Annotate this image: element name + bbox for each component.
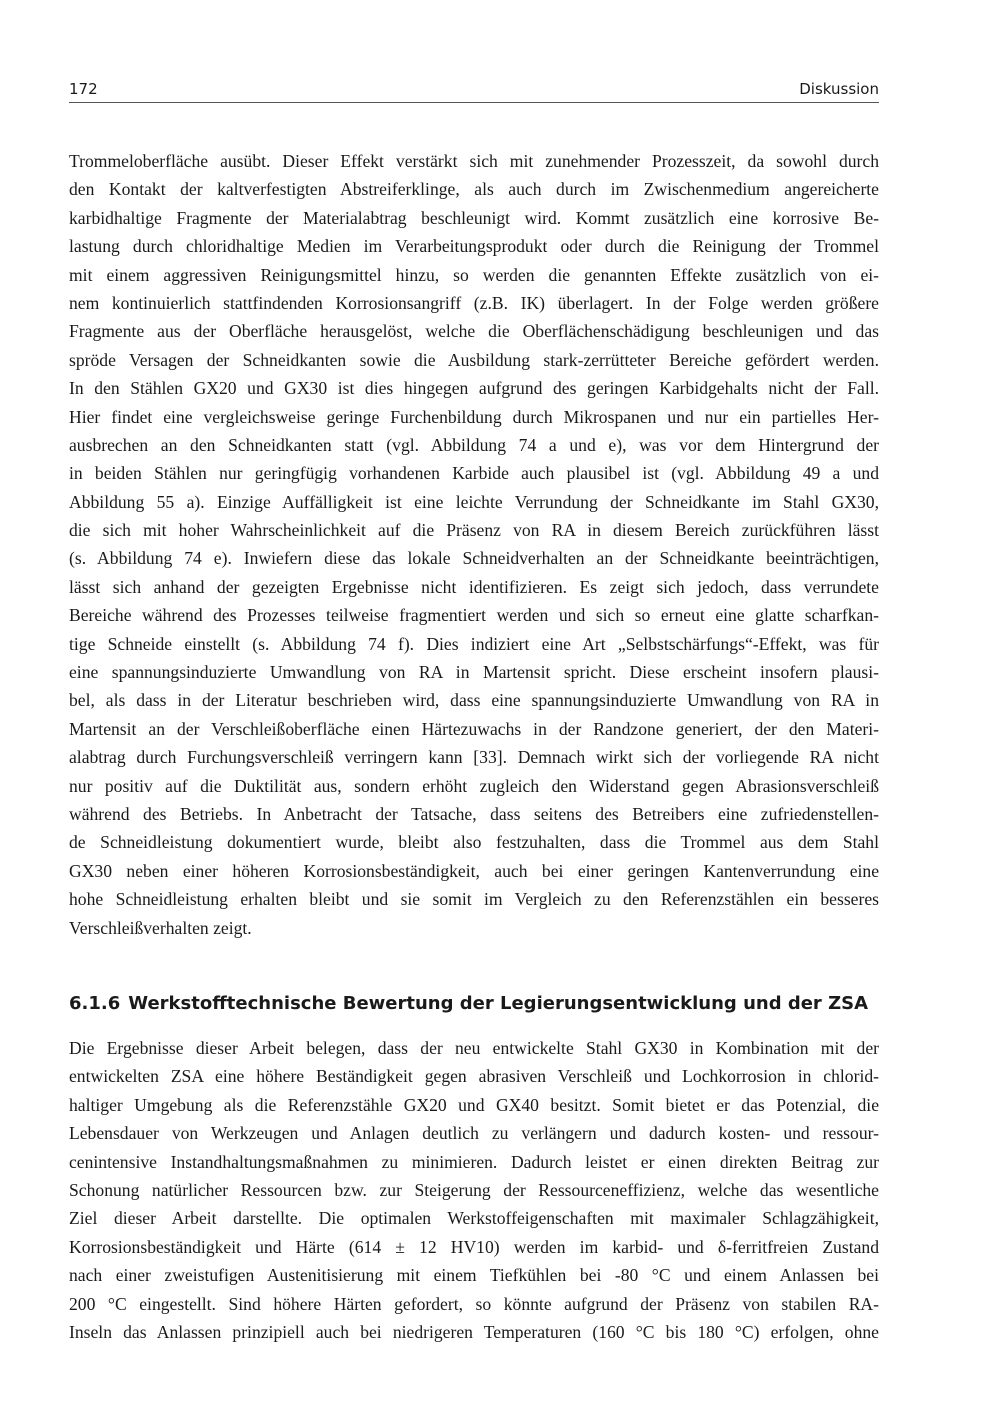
text-line: Abbildung 55 a). Einzige Auffälligkeit ist eine leichte Verrundung der Schneidkante im Stahl GX30, — [69, 491, 879, 512]
text-line: haltiger Umgebung als die Referenzstähle GX20 und GX40 besitzt. Somit bietet er das Potenzial, die — [69, 1094, 879, 1115]
paragraph-evaluation — [69, 1034, 879, 1346]
section-heading — [69, 991, 879, 1017]
text-line: Korrosionsbeständigkeit und Härte (614 ± 12 HV10) werden im karbid- und δ-ferritfreien Zustand — [69, 1236, 879, 1257]
text-line: ausbrechen an den Schneidkanten statt (vgl. Abbildung 74 a und e), was vor dem Hintergrund der — [69, 434, 879, 455]
text-line: cenintensive Instandhaltungsmaßnahmen zu minimieren. Dadurch leistet er einen direkten Beitrag zur — [69, 1151, 879, 1172]
text-line: Verschleißverhalten zeigt. — [69, 917, 252, 938]
text-line: In den Stählen GX20 und GX30 ist dies hingegen aufgrund des geringen Karbidgehalts nicht der Fall. — [69, 378, 879, 399]
text-line: Hier findet eine vergleichsweise geringe Furchenbildung durch Mikrospanen und nur ein partielles Her- — [69, 406, 879, 427]
text-line: 200 °C eingestellt. Sind höhere Härten gefordert, so könnte aufgrund der Präsenz von stabilen RA- — [69, 1293, 879, 1314]
running-section-title: Diskussion — [799, 80, 879, 98]
text-line: Bereiche während des Prozesses teilweise fragmentiert werden und sich so erneut eine glatte scharfkan- — [69, 605, 879, 626]
section-number: 6.1.6 — [69, 993, 121, 1014]
text-line: karbidhaltige Fragmente der Materialabtrag beschleunigt wird. Kommt zusätzlich eine korrosive Be- — [69, 207, 879, 228]
text-line: Ziel dieser Arbeit darstellte. Die optimalen Werkstoffeigenschaften mit maximaler Schlagzähigkeit, — [69, 1208, 879, 1229]
page-number: 172 — [69, 80, 98, 98]
text-line: bel, als dass in der Literatur beschrieben wird, dass eine spannungsinduzierte Umwandlung von RA in — [69, 690, 879, 711]
text-line: nem kontinuierlich stattfindenden Korrosionsangriff (z.B. IK) überlagert. In der Folge werden größere — [69, 292, 879, 313]
text-line: tige Schneide einstellt (s. Abbildung 74 f). Dies indiziert eine Art „Selbstschärfungs“-Effekt, was für — [69, 633, 879, 654]
text-line: alabtrag durch Furchungsverschleiß verringern kann [33]. Demnach wirkt sich der vorliegende RA nicht — [69, 747, 879, 768]
text-line: nur positiv auf die Duktilität aus, sondern erhöht zugleich den Widerstand gegen Abrasionsverschleiß — [69, 775, 879, 796]
text-line: lässt sich anhand der gezeigten Ergebnisse nicht identifizieren. Es zeigt sich jedoch, dass verrundete — [69, 576, 879, 597]
text-line: Schonung natürlicher Ressourcen bzw. zur Steigerung der Ressourceneffizienz, welche das wesentliche — [69, 1179, 879, 1200]
text-line: (s. Abbildung 74 e). Inwiefern diese das lokale Schneidverhalten an der Schneidkante beeinträchtigen, — [69, 548, 879, 569]
text-line: Die Ergebnisse dieser Arbeit belegen, dass der neu entwickelte Stahl GX30 in Kombination mit der — [69, 1038, 879, 1058]
text-line: Fragmente aus der Oberfläche herausgelöst, welche die Oberflächenschädigung beschleunigen und das — [69, 321, 879, 342]
text-line: den Kontakt der kaltverfestigten Abstreiferklinge, als auch durch im Zwischenmedium angereicherte — [69, 179, 879, 200]
text-line: hohe Schneidleistung erhalten bleibt und sie somit im Vergleich zu den Referenzstählen ein besseres — [69, 889, 879, 910]
text-line: spröde Versagen der Schneidkanten sowie die Ausbildung stark-zerrütteter Bereiche gefördert werden. — [69, 349, 879, 370]
text-line: während des Betriebs. In Anbetracht der Tatsache, dass seitens des Betreibers eine zufriedenstellen- — [69, 803, 879, 824]
text-line: lastung durch chloridhaltige Medien im Verarbeitungsprodukt oder durch die Reinigung der Trommel — [69, 236, 879, 257]
text-line: eine spannungsinduzierte Umwandlung von RA in Martensit spricht. Diese erscheint insofern plausi- — [69, 662, 879, 683]
text-line: nach einer zweistufigen Austenitisierung mit einem Tiefkühlen bei -80 °C und einem Anlassen bei — [69, 1265, 879, 1286]
section-title: Werkstofftechnische Bewertung der Legierungsentwicklung und der ZSA — [128, 993, 869, 1014]
text-line: Inseln das Anlassen prinzipiell auch bei niedrigeren Temperaturen (160 °C bis 180 °C) erfolgen, ohne — [69, 1321, 879, 1342]
paragraph-wear-discussion — [69, 147, 879, 942]
text-line: Trommeloberfläche ausübt. Dieser Effekt verstärkt sich mit zunehmender Prozesszeit, da sowohl durch — [69, 151, 879, 171]
text-line: de Schneidleistung dokumentiert wurde, bleibt also festzuhalten, dass die Trommel aus dem Stahl — [69, 832, 879, 853]
text-line: mit einem aggressiven Reinigungsmittel hinzu, so werden die genannten Effekte zusätzlich von ei- — [69, 264, 879, 285]
text-line: die sich mit hoher Wahrscheinlichkeit auf die Präsenz von RA in diesem Bereich zurückführen lässt — [69, 520, 879, 541]
text-line: Lebensdauer von Werkzeugen und Anlagen deutlich zu verlängern und dadurch kosten- und ressour- — [69, 1123, 879, 1144]
text-line: Martensit an der Verschleißoberfläche einen Härtezuwachs in der Randzone generiert, der den Materi- — [69, 718, 879, 739]
text-line: in beiden Stählen nur geringfügig vorhandenen Karbide auch plausibel ist (vgl. Abbildung 49 a und — [69, 463, 879, 484]
running-header — [69, 78, 879, 103]
text-line: entwickelten ZSA eine höhere Beständigkeit gegen abrasiven Verschleiß und Lochkorrosion in chlorid- — [69, 1066, 879, 1087]
text-line: GX30 neben einer höheren Korrosionsbeständigkeit, auch bei einer geringen Kantenverrundung eine — [69, 860, 879, 881]
